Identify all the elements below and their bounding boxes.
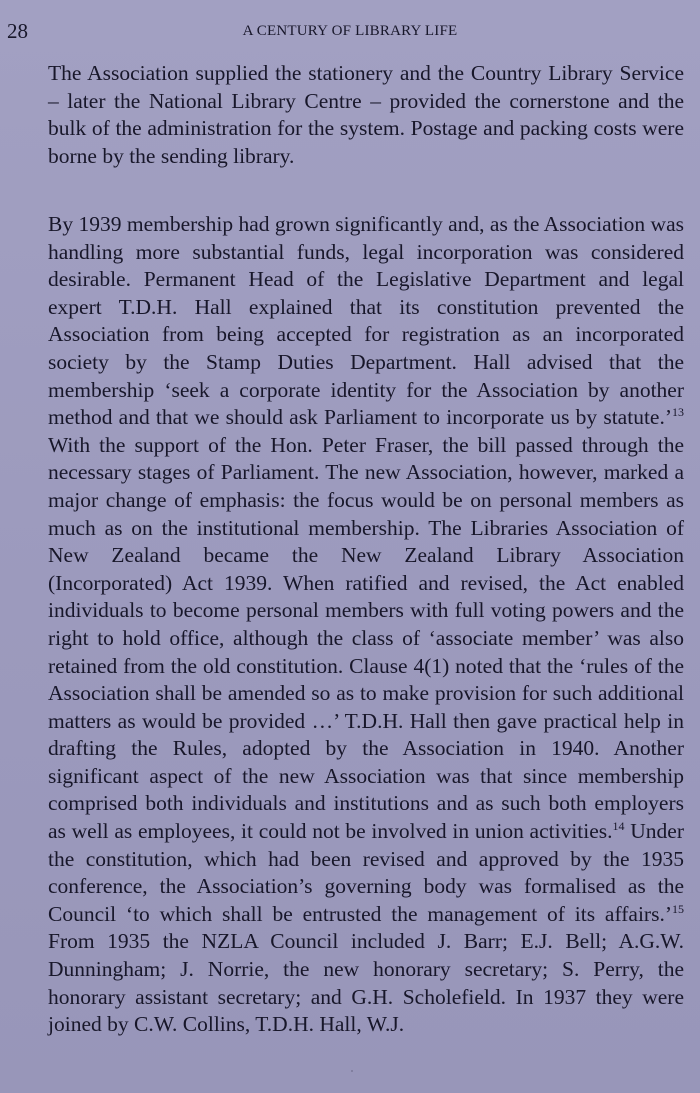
- paragraph-2: [48, 211, 684, 1039]
- running-title: A CENTURY OF LIBRARY LIFE: [242, 23, 458, 39]
- footnote-ref-13: 13: [672, 405, 684, 419]
- paragraph-1: [48, 60, 684, 170]
- paragraph-2-segment-1: By 1939 membership had grown significantly and, as the Association was handling more substantial funds, legal incorporation was considered desirable. Permanent Head of the Legislative Department and legal expert T.D.H. Hall explained that its constitution prevented the Association from being accepted for registration as an incorporated society by the Stamp Duties Department. Hall advised that the membership ‘seek a corporate identity for the Association by another method and that we should ask Parliament to incorporate us by statute.’: [48, 212, 684, 430]
- paragraph-2-text: [48, 211, 684, 1039]
- paragraph-2-segment-2: With the support of the Hon. Peter Fraser, the bill passed through the necessary stages of Parliament. The new Association, however, marked a major change of emphasis: the focus would be on personal members as much as on the institutional membership. The Libraries Association of New Zealand became the New Zealand Library Association (Incorporated) Act 1939. When ratified and revised, the Act enabled individuals to become personal members with full voting powers and the right to hold office, although the class of ‘associate member’ was also retained from the old constitution. Clause 4(1) noted that the ‘rules of the Association shall be amended so as to make provision for such additional matters as would be provided …’ T.D.H. Hall then gave practical help in drafting the Rules, adopted by the Association in 1940. Another significant aspect of the new Association was that since membership comprised both individuals and institutions and as such both employers as well as employees, it could not be involved in union activities.: [48, 432, 684, 844]
- footnote-ref-14: 14: [612, 818, 625, 833]
- footnote-ref-15: 15: [672, 901, 684, 916]
- scan-speck: [351, 1070, 353, 1072]
- paragraph-1-text: The Association supplied the stationery and the Country Library Service – later the National Library Centre – provided the cornerstone and the bulk of the administration for the system. Postage and packing costs were borne by the sending library.: [48, 61, 684, 168]
- paragraph-2-segment-4: From 1935 the NZLA Council included J. Barr; E.J. Bell; A.G.W. Dunningham; J. Norrie, the new honorary secretary; S. Perry, the honorary assistant secretary; and G.H. Scholefield. In 1937 they were joined by C.W. Collins, T.D.H. Hall, W.J.: [48, 929, 684, 1037]
- page-number: 28: [7, 19, 28, 43]
- paragraph-2-segment-3: Under the constitution, which had been revised and approved by the 1935 conference, the Association’s governing body was formalised as the Council ‘to which shall be entrusted the management of its affairs.’: [48, 819, 685, 926]
